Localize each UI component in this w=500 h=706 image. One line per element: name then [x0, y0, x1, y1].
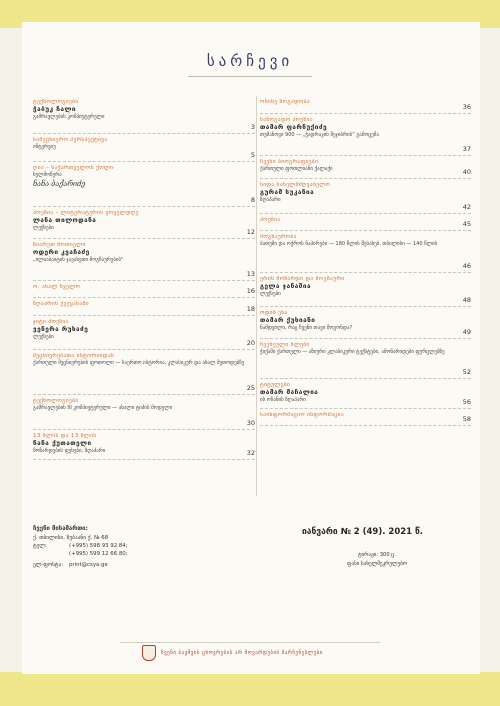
- contact-phone-row-2: [33, 551, 233, 557]
- toc-author: გელა ჯანაშია: [260, 282, 311, 290]
- toc-author: ნანა ქუთათელი: [33, 439, 92, 447]
- toc-entry[interactable]: [33, 395, 255, 430]
- toc-entry[interactable]: [260, 179, 471, 214]
- toc-page-number: 45: [462, 220, 471, 228]
- toc-description: ზღაპარი: [260, 197, 281, 203]
- toc-entry[interactable]: [260, 379, 471, 409]
- toc-category: ჯიტი პოეზია: [33, 319, 69, 325]
- coat-of-arms-icon: [142, 645, 156, 661]
- toc-description: ქართული მეცნიერების ფოთოლი — საერთო ისტორია, კლასიკურ და ახალ მეთოდებზე: [33, 360, 245, 366]
- bottom-color-band: [0, 672, 500, 706]
- contact-phone-row: [33, 543, 233, 549]
- toc-description: გამრავლების კომპიუტერული: [33, 114, 105, 120]
- toc-entry[interactable]: [260, 273, 471, 307]
- toc-page-number: 36: [462, 103, 471, 111]
- toc-description: ლექსები: [260, 291, 281, 297]
- toc-page-number: 20: [246, 339, 255, 347]
- toc-page-number: 30: [246, 419, 255, 427]
- toc-page-number: 37: [462, 145, 471, 153]
- toc-description: გამრავლების III კომპიუტერული — ახალი ტიპის მოდელი: [33, 405, 173, 411]
- toc-page-number: 40: [462, 168, 471, 176]
- toc-category: პოეზია: [260, 217, 281, 223]
- issue-info: [302, 551, 452, 569]
- toc-category: 13 წლის და 13 წლის: [33, 433, 97, 439]
- toc-page-number: 52: [462, 368, 471, 376]
- toc-description: ის ოჩანის ზღაპარი: [260, 397, 306, 403]
- toc-description: თუმანოვი 900 — „ჭადრაკის შეჯიბრის“ გამოცემა: [260, 132, 379, 138]
- toc-author: თამარ ქუხიანი: [260, 316, 316, 324]
- column-divider: [256, 96, 257, 496]
- issue-block: [302, 527, 482, 569]
- handwritten-signature: ნანა ბაქარიძე: [33, 180, 86, 188]
- email-label: ელ-ფოსტა:: [33, 562, 64, 568]
- toc-category: მოგზაურობა: [260, 234, 297, 240]
- toc-description: ლექსები: [33, 225, 54, 231]
- toc-description: ჭიქაში ქართული — აზიური კლასიკური ტექსტები, ამონარიდები ფურცლებზე: [260, 349, 445, 355]
- toc-entry[interactable]: [33, 207, 255, 239]
- contact-block: [33, 525, 233, 568]
- toc-entry[interactable]: [33, 316, 255, 350]
- toc-category: ო, ახალ ჩველო: [33, 284, 81, 290]
- toc-author: ოდერი კვაჩაძე: [33, 248, 90, 256]
- toc-page-number: 58: [462, 415, 471, 423]
- issue-number: იანვარი № 2 (49). 2021 წ.: [302, 527, 423, 537]
- toc-entry[interactable]: [33, 298, 255, 316]
- toc-entry[interactable]: [260, 231, 471, 273]
- footer-divider: [120, 642, 380, 643]
- toc-page-number: 3: [250, 123, 255, 131]
- toc-category: ტიტულები: [260, 382, 291, 388]
- contact-heading: ჩვენი მისამართი:: [33, 525, 88, 532]
- title-divider: [188, 76, 312, 77]
- footer-text: ჩვენი ბავშვის ცხოვრების არ მოვარდების მარჩენებლები: [161, 650, 323, 656]
- toc-page-number: 13: [246, 270, 255, 278]
- toc-page-number: 5: [250, 151, 255, 159]
- toc-category: ტექნოლოგიები: [33, 398, 79, 404]
- toc-page-number: 25: [246, 384, 255, 392]
- toc-entry[interactable]: [260, 214, 471, 231]
- toc-entry[interactable]: [33, 281, 255, 298]
- toc-description: მოზარდების ფეხები, ზღაპარი: [33, 448, 106, 454]
- phone-1: (+995) 598 93 92 84;: [69, 543, 128, 549]
- toc-page-number: 12: [246, 228, 255, 236]
- toc-left-column: [33, 96, 255, 460]
- contact-email-row: [33, 562, 233, 568]
- toc-category: ჩვენი ბიოგრაფიები: [260, 159, 319, 165]
- toc-category: ერის მოზარდი და მოგზაური: [260, 276, 345, 282]
- toc-page-number: 48: [462, 296, 471, 304]
- toc-entry[interactable]: [33, 96, 255, 134]
- toc-entry[interactable]: [260, 156, 471, 179]
- toc-page-number: 8: [250, 196, 255, 204]
- toc-description: ბათუმი და ოქროს ნაპირები — 180 წლის შესახებ, თბილისი — 140 წლის: [260, 241, 438, 247]
- toc-author: გურამ სუკანია: [260, 188, 315, 196]
- toc-entry[interactable]: [33, 162, 255, 207]
- toc-entry[interactable]: [33, 430, 255, 460]
- phone-label: ტელ:: [33, 543, 47, 549]
- toc-category: მეცნიერებათა ისტორიიდან: [33, 353, 115, 359]
- toc-page-number: 42: [462, 203, 471, 211]
- toc-entry[interactable]: [260, 96, 471, 114]
- toc-description: ინტერვიუ: [33, 144, 56, 150]
- toc-category: სიდა სახელმძღვანელო: [260, 182, 331, 188]
- toc-page-number: 49: [462, 328, 471, 336]
- toc-description: ლექსები: [33, 334, 54, 340]
- toc-category: საინფორმაციო ინფორმაცია: [260, 412, 344, 418]
- toc-page-number: 16: [246, 287, 255, 295]
- toc-category: საზოგადო პოეზია: [260, 117, 313, 123]
- toc-author: ლანა თილოდანა: [33, 216, 97, 224]
- toc-author: თამარ ფარნუქიძე: [260, 123, 327, 131]
- price: ფასი სახელშეკრულებო: [347, 561, 407, 567]
- toc-category: ღია – საქართველოს ქოლი: [33, 165, 114, 171]
- toc-entry[interactable]: [33, 350, 255, 395]
- toc-category: ზიარეთ შოთიელი: [33, 242, 86, 248]
- toc-description: „ილიაბაიტის ჯავახეთი მოგზაურების“: [33, 257, 124, 263]
- toc-category: ოჩინე ზოგადობა: [260, 99, 310, 105]
- toc-category: სამეცნიერო პერსპექტივა: [33, 137, 108, 143]
- toc-author: თამარ მაჩალია: [260, 388, 319, 396]
- toc-entry[interactable]: [33, 134, 255, 162]
- toc-category: ზღაპრის ქვეყანაში: [33, 301, 89, 307]
- contact-address: ქ. თბილისი, ზუბაანი ქ. № 68: [33, 535, 109, 541]
- toc-entry[interactable]: [260, 114, 471, 156]
- circulation: ტირაჟი: 300 ც.: [358, 552, 396, 558]
- toc-page-number: 56: [462, 398, 471, 406]
- toc-description: ხელმოწერა: [33, 172, 62, 178]
- toc-entry[interactable]: [260, 409, 471, 426]
- toc-category: ტექნოლოგიები: [33, 99, 79, 105]
- toc-entry[interactable]: [260, 307, 471, 339]
- toc-category: ჩვენეული წლები: [260, 342, 310, 348]
- toc-category: პოეზია – ლიტერატურის ყოველდღე: [33, 210, 139, 216]
- toc-right-column: [260, 96, 471, 426]
- email-link[interactable]: print@csya.ge: [69, 562, 108, 568]
- phone-2: (+995) 599 12 66 80;: [69, 551, 128, 557]
- toc-author: ჭაბუკ ჩალი: [33, 105, 76, 113]
- toc-description: ქართული ფოთლიანი ქალაქი: [260, 166, 333, 172]
- toc-description: ნამდვილი, რაც ჩვენი თავი მოგონდა?: [260, 325, 353, 331]
- toc-page-number: 32: [246, 449, 255, 457]
- toc-page-number: 18: [246, 305, 255, 313]
- toc-category: ოდის ენა: [260, 310, 288, 316]
- toc-entry[interactable]: [260, 339, 471, 379]
- footer: [142, 645, 323, 661]
- toc-author: ვენერა რუხაძე: [33, 325, 89, 333]
- toc-page-number: 46: [462, 262, 471, 270]
- page-title: სარჩევი: [206, 52, 294, 70]
- toc-entry[interactable]: [33, 239, 255, 281]
